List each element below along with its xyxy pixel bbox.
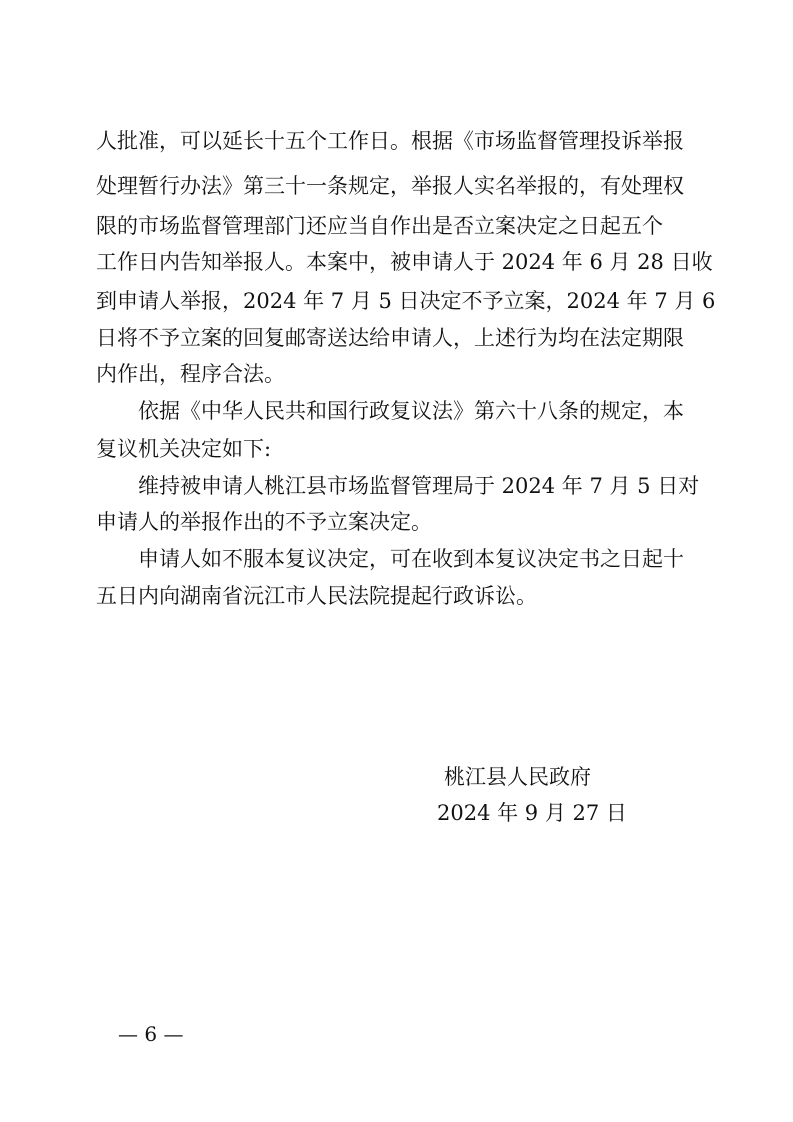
paragraph-1-line-1: 人批准，可以延长十五个工作日。根据《市场监督管理投诉举报 xyxy=(96,129,684,153)
paragraph-4-line-1: 申请人如不服本复议决定，可在收到本复议决定书之日起十 xyxy=(138,547,684,571)
paragraph-1-line-7: 内作出，程序合法。 xyxy=(96,362,285,386)
paragraph-1-line-3: 限的市场监督管理部门还应当自作出是否立案决定之日起五个 xyxy=(96,214,663,238)
paragraph-1-line-6: 日将不予立案的回复邮寄送达给申请人，上述行为均在法定期限 xyxy=(96,326,684,350)
signature-date: 2024 年 9 月 27 日 xyxy=(437,801,627,825)
paragraph-4-line-2: 五日内向湖南省沅江市人民法院提起行政诉讼。 xyxy=(96,584,537,608)
page-number: — 6 — xyxy=(118,1022,184,1046)
paragraph-1-line-2: 处理暂行办法》第三十一条规定，举报人实名举报的，有处理权 xyxy=(96,174,684,198)
signature-organization: 桃江县人民政府 xyxy=(444,765,591,789)
paragraph-2-line-1: 依据《中华人民共和国行政复议法》第六十八条的规定，本 xyxy=(138,399,684,423)
paragraph-2-line-2: 复议机关决定如下: xyxy=(96,437,272,461)
paragraph-1-line-5: 到申请人举报，2024 年 7 月 5 日决定不予立案，2024 年 7 月 6 xyxy=(96,289,716,313)
paragraph-3-line-2: 申请人的举报作出的不予立案决定。 xyxy=(96,510,432,534)
paragraph-1-line-4: 工作日内告知举报人。本案中，被申请人于 2024 年 6 月 28 日收 xyxy=(96,250,713,274)
paragraph-3-line-1: 维持被申请人桃江县市场监督管理局于 2024 年 7 月 5 日对 xyxy=(138,474,700,498)
